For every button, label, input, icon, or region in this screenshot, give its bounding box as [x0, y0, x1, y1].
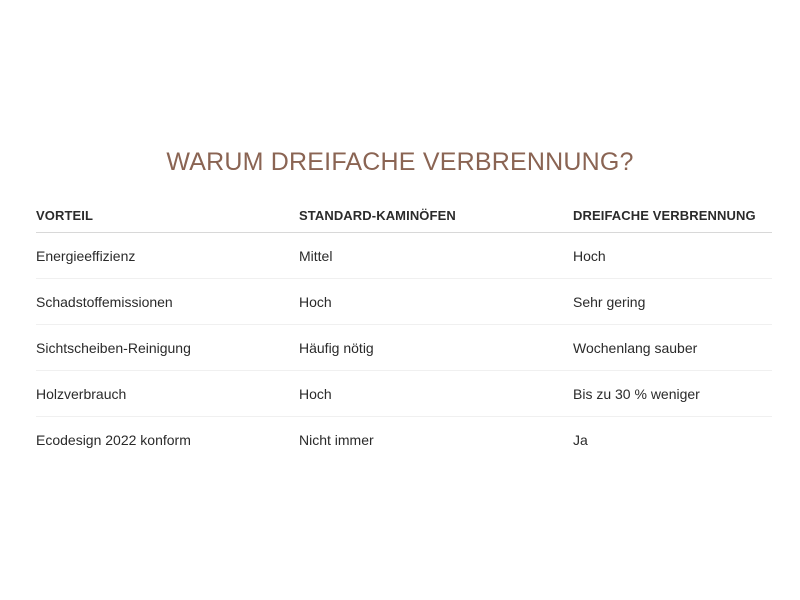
column-header-standard: STANDARD-KAMINÖFEN — [299, 198, 573, 233]
table-row — [36, 371, 772, 417]
table-cell-vorteil: Sichtscheiben-Reinigung — [36, 325, 299, 371]
table-row — [36, 233, 772, 279]
table-cell-dreifach: Sehr gering — [573, 279, 772, 325]
table-cell-vorteil: Schadstoffemissionen — [36, 279, 299, 325]
table-cell-standard: Häufig nötig — [299, 325, 573, 371]
table-cell-standard: Hoch — [299, 371, 573, 417]
table-cell-standard: Mittel — [299, 233, 573, 279]
column-header-dreifach: DREIFACHE VERBRENNUNG — [573, 198, 772, 233]
table-cell-standard: Nicht immer — [299, 431, 374, 448]
table-cell-vorteil: Energieeffizienz — [36, 233, 299, 279]
table-row — [36, 417, 772, 463]
table-cell-dreifach: Wochenlang sauber — [573, 325, 772, 371]
table-body — [36, 233, 772, 463]
table-cell-dreifach: Ja — [573, 431, 588, 448]
table-cell-dreifach: Hoch — [573, 233, 772, 279]
table-cell-vorteil: Holzverbrauch — [36, 371, 299, 417]
page-title: WARUM DREIFACHE VERBRENNUNG? — [166, 148, 634, 176]
table-cell-dreifach: Bis zu 30 % weniger — [573, 371, 772, 417]
table-header — [36, 198, 772, 233]
table-cell-vorteil: Ecodesign 2022 konform — [36, 431, 191, 448]
column-header-vorteil: VORTEIL — [36, 198, 299, 233]
table-row — [36, 279, 772, 325]
table-header-row — [36, 198, 772, 233]
table-row — [36, 325, 772, 371]
comparison-table — [36, 198, 772, 462]
table-cell-standard: Hoch — [299, 279, 573, 325]
